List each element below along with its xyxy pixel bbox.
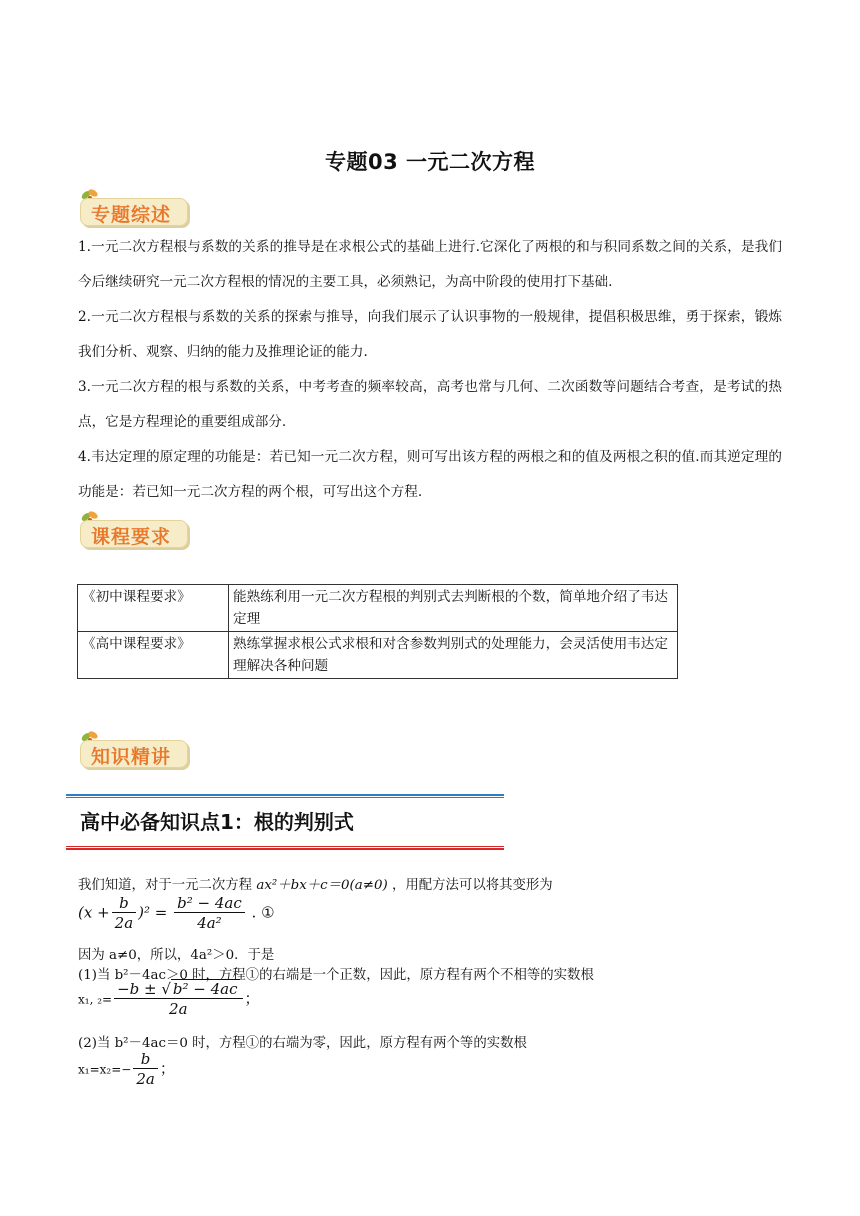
overview-item-2: 2.一元二次方程根与系数的关系的探索与推导，向我们展示了认识事物的一般规律，提倡积极思维，勇于探索，锻炼我们分析、观察、归纳的能力及推理论证的能力.	[78, 309, 782, 360]
case-1-line: (1)当 b²－4ac＞0 时，方程①的右端是一个正数，因此，原方程有两个不相等的实数根	[78, 968, 594, 983]
double-root-end: ；	[159, 1059, 175, 1078]
table-row	[78, 632, 678, 679]
fraction-b-over-2a	[133, 1050, 158, 1089]
frac-denominator: 2a	[114, 914, 134, 932]
frac-denominator: 2a	[169, 1000, 188, 1018]
eq-lhs-close: )² =	[138, 903, 168, 922]
overview-item-4: 4.韦达定理的原定理的功能是：若已知一元二次方程，则可写出该方程的两根之和的值及两根之积的值.而其逆定理的功能是：若已知一元二次方程的两个根，可写出这个方程.	[78, 449, 782, 500]
because-line: 因为 a≠0，所以，4a²＞0．于是	[78, 948, 275, 963]
double-root-label: x₁=x₂=−	[78, 1062, 132, 1077]
badge-label: 知识精讲	[91, 746, 172, 768]
frac-numerator: b	[133, 1050, 158, 1069]
overview-item-3: 3.一元二次方程的根与系数的关系，中考考查的频率较高，高考也常与几何、二次函数等问题结合考查，是考试的热点，它是方程理论的重要组成部分.	[78, 379, 782, 430]
numerator-prefix: −b ±	[117, 980, 157, 998]
frac-numerator: b² − 4ac	[174, 894, 245, 913]
frac-numerator: b	[112, 894, 137, 913]
requirement-value: 能熟练利用一元二次方程根的判别式去判断根的个数，简单地介绍了韦达定理	[229, 585, 678, 632]
section-divider-bottom	[66, 846, 504, 850]
intro-suffix: ，用配方法可以将其变形为	[392, 878, 553, 893]
table-row	[78, 585, 678, 632]
equation-mark: . ①	[251, 903, 275, 922]
section-badge-requirements	[76, 508, 188, 548]
frac-denominator: 4a²	[197, 914, 222, 932]
double-root-formula	[78, 1050, 175, 1089]
section-badge-overview	[76, 186, 188, 226]
roots-formula	[78, 980, 260, 1019]
roots-label: x₁, ₂=	[78, 992, 113, 1007]
roots-end: ；	[244, 989, 260, 1008]
requirements-table	[77, 584, 678, 679]
frac-numerator: −b ± √ b² − 4ac	[114, 980, 242, 999]
page-title: 专题03 一元二次方程	[324, 150, 536, 174]
completed-square-equation	[78, 894, 275, 933]
overview-item-1: 1.一元二次方程根与系数的关系的推导是在求根公式的基础上进行.它深化了两根的和与积同系数之间的关系，是我们今后继续研究一元二次方程根的情况的主要工具，必须熟记，为高中阶段的使用打下基础.	[78, 239, 782, 290]
frac-denominator: 2a	[136, 1070, 155, 1088]
fraction-discriminant	[174, 894, 245, 933]
section-title: 高中必备知识点1：根的判别式	[80, 810, 354, 834]
requirement-key: 《高中课程要求》	[78, 632, 229, 679]
case-2-line: (2)当 b²－4ac＝0 时，方程①的右端为零，因此，原方程有两个等的实数根	[78, 1036, 527, 1051]
badge-label: 课程要求	[91, 526, 172, 548]
section-badge-knowledge	[76, 728, 188, 768]
intro-line	[78, 874, 553, 893]
requirement-value: 熟练掌握求根公式求根和对含参数判别式的处理能力，会灵活使用韦达定理解决各种问题	[229, 632, 678, 679]
fraction-b-over-2a	[112, 894, 137, 933]
intro-equation: ax²＋bx＋c＝0(a≠0)	[256, 878, 388, 893]
section-divider-top	[66, 794, 504, 798]
sqrt-radicand: b² − 4ac	[172, 980, 238, 998]
intro-prefix: 我们知道，对于一元二次方程	[78, 878, 253, 893]
badge-label: 专题综述	[91, 204, 172, 226]
fraction-quadratic-formula	[114, 980, 242, 1019]
requirement-key: 《初中课程要求》	[78, 585, 229, 632]
eq-lhs-open: (x +	[78, 903, 110, 922]
